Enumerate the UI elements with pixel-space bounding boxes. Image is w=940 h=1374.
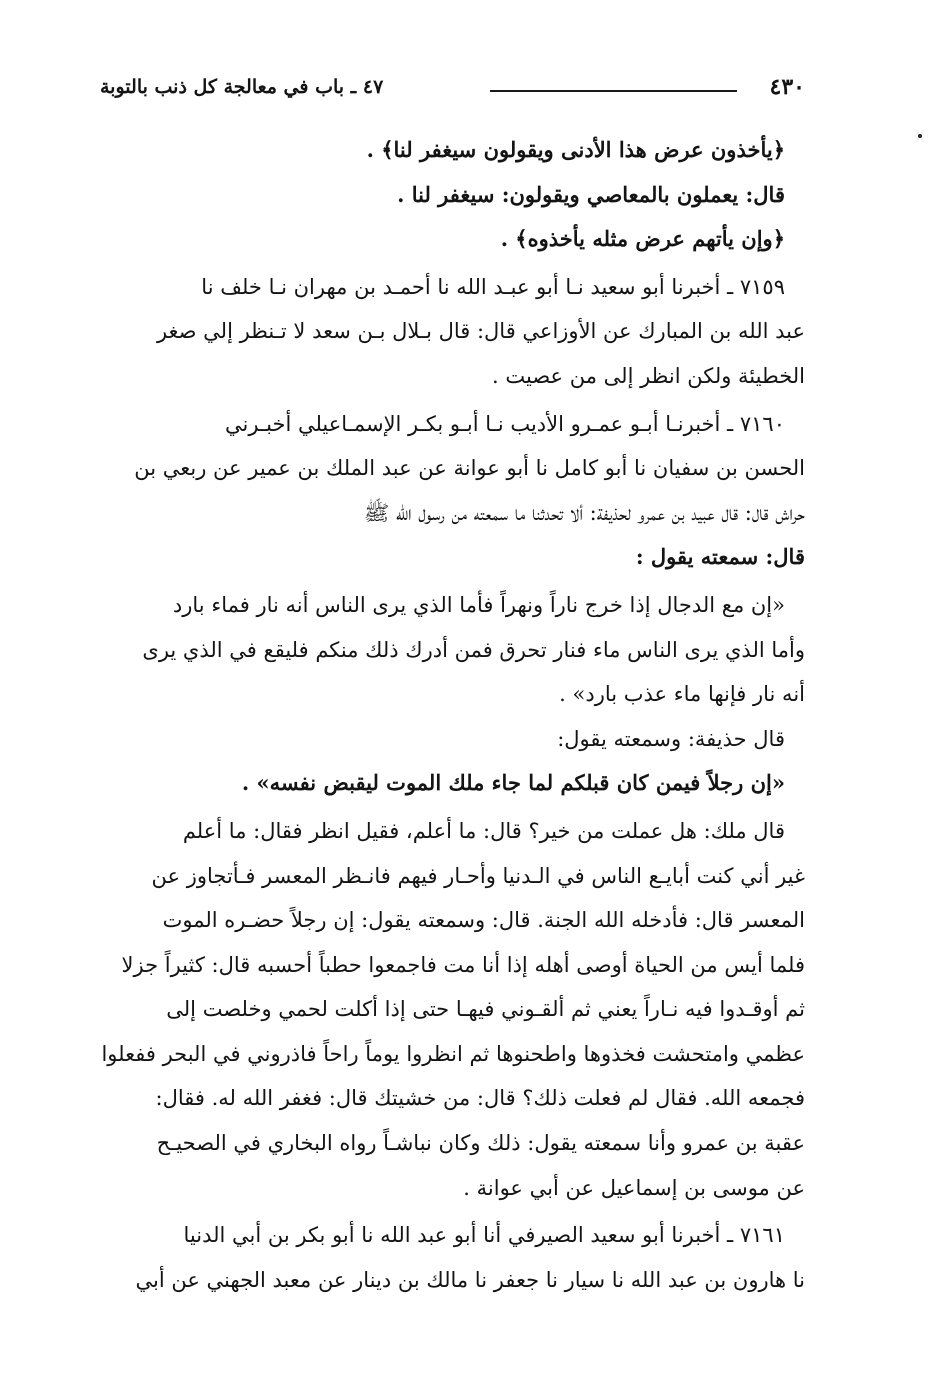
text-line: المعسر قال: فأدخله الله الجنة. قال: وسمعته يقول: إن رجلاً حضـره الموت (162, 908, 805, 933)
quote-line: أنه نار فإنها ماء عذب بارد» . (559, 682, 805, 707)
text-line: قال: سمعته يقول : (635, 544, 805, 570)
text-line: ثم أوقـدوا فيه نـاراً يعني ثم ألقـوني فيهـا حتى إذا أكلت لحمي وخلصت إلى (166, 997, 805, 1022)
text-line: عن موسى بن إسماعيل عن أبي عوانة . (463, 1175, 805, 1200)
chapter-title: ٤٧ ـ باب في معالجة كل ذنب بالتوبة (100, 76, 384, 98)
text-line: عظمي وامتحشت فخذوها واطحنوها ثم انظروا يوماً راحاً فاذروني في البحر ففعلوا (101, 1041, 805, 1066)
hadith-number-line: ٧١٦١ ـ أخبرنا أبو سعيد الصيرفي أنا أبو عبد الله نا أبو بكر بن أبي الدنيا (183, 1223, 785, 1248)
text-line: عقبة بن عمرو وأنا سمعته يقول: ذلك وكان نباشـاً رواه البخاري في الصحيـح (156, 1131, 805, 1156)
text-line: حراش قال: قال عبيد بن عمرو لحذيفة: ألا تحدثنا ما سمعته من رسول الله ﷺ (363, 500, 805, 525)
text-line: عبد الله بن المبارك عن الأوزاعي قال: قال بـلال بـن سعد لا تـنظر إلي صغر (156, 319, 805, 344)
quote-line: «إن رجلاً فيمن كان قبلكم لما جاء ملك الموت ليقبض نفسه» . (241, 770, 785, 796)
text-line: فجمعه الله. فقال لم فعلت ذلك؟ قال: من خشيتك قال: فغفر الله له. فقال: (155, 1086, 805, 1111)
page-number: ٤٣٠ (769, 74, 805, 100)
text-line: قال ملك: هل عملت من خير؟ قال: ما أعلم، فقيل انظر فقال: ما أعلم (182, 818, 785, 843)
page-body (100, 128, 805, 1302)
text-line: نا هارون بن عبد الله نا سيار نا جعفر نا مالك بن دينار عن معبد الجهني عن أبي (135, 1267, 805, 1292)
text-line: الحسن بن سفيان نا أبو كامل نا أبو عوانة عن عبد الملك بن عمير عن ربعي بن (134, 456, 805, 481)
page-header (100, 72, 805, 106)
header-rule (490, 90, 737, 92)
hadith-number-line: ٧١٦٠ ـ أخبرنـا أبـو عمـرو الأديب نـا أبـو بكـر الإسمـاعيلي أخبـرني (225, 411, 785, 436)
hadith-number-line: ٧١٥٩ ـ أخبرنا أبو سعيد نـا أبو عبـد الله نا أحمـد بن مهران نـا خلف نا (201, 274, 785, 299)
quote-line: وأما الذي يرى الناس ماء فنار تحرق فمن أدرك ذلك منكم فليقع في الذي يرى (142, 637, 805, 662)
text-line: قال: يعملون بالمعاصي ويقولون: سيغفر لنا . (397, 181, 785, 207)
text-line: قال حذيفة: وسمعته يقول: (557, 726, 785, 751)
scan-speck (918, 134, 922, 138)
text-line: فلما أيس من الحياة أوصى أهله إذا أنا مت فاجمعوا حطباً أحسبه قال: كثيراً جزلا (121, 952, 805, 977)
quote-line: «إن مع الدجال إذا خرج ناراً ونهراً فأما الذي يرى الناس أنه نار فماء بارد (172, 592, 785, 617)
text-line: الخطيئة ولكن انظر إلى من عصيت . (492, 363, 805, 388)
quran-verse-line: ﴿يأخذون عرض هذا الأدنى ويقولون سيغفر لنا﴾ . (366, 137, 785, 162)
text-line: غير أني كنت أبايـع الناس في الـدنيا وأحـار فيهم فانـظر المعسر فـأتجاوز عن (151, 863, 805, 888)
quran-verse-line: ﴿وإن يأتهم عرض مثله يأخذوه﴾ . (500, 226, 785, 252)
